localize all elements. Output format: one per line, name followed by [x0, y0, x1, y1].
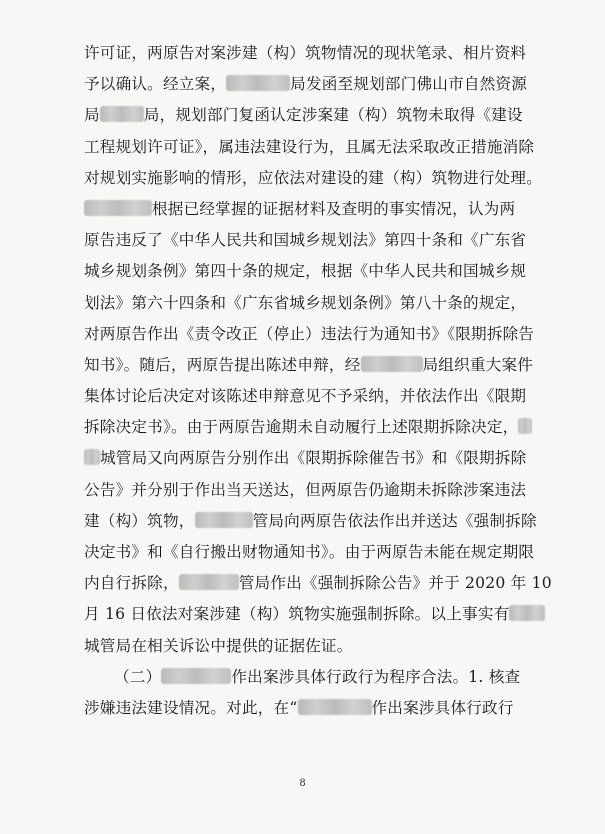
text-segment: 局	[84, 106, 100, 125]
redaction-blur	[84, 200, 152, 216]
text-line	[84, 506, 554, 537]
text-line	[84, 288, 554, 319]
text-segment: 月 16 日依法对案涉建（构）筑物实施强制拆除。以上事实有	[84, 605, 510, 624]
text-segment: 城管局又向两原告分别作出《限期拆除催告书》和《限期拆除	[100, 449, 527, 468]
redaction-blur	[518, 418, 532, 434]
text-segment: 划法》第六十四条和《广东省城乡规划条例》第八十条的规定，	[84, 293, 527, 312]
redaction-blur	[100, 106, 144, 122]
text-line	[84, 599, 554, 630]
text-segment: 局，规划部门复函认定涉案建（构）筑物未取得《建设	[143, 106, 523, 125]
redaction-blur	[84, 449, 100, 465]
redaction-blur	[298, 699, 372, 715]
text-segment: 予以确认。经立案，	[84, 75, 227, 94]
text-segment: 内自行拆除，	[84, 574, 179, 593]
text-line	[84, 475, 554, 506]
text-line	[84, 194, 554, 225]
text-segment: 根据已经掌握的证据材料及查明的事实情况，认为两	[152, 199, 516, 218]
text-segment: 涉嫌违法建设情况。对此，在“	[84, 698, 298, 717]
text-line	[84, 163, 554, 194]
text-line	[84, 69, 554, 100]
body-text	[84, 38, 554, 724]
text-segment: （二）	[114, 667, 162, 686]
text-segment: 管局作出《强制拆除公告》并于 2020 年 10	[238, 574, 552, 593]
text-segment: 管局向两原告依法作出并送达《强制拆除	[252, 511, 537, 530]
text-segment: 集体讨论后决定对该陈述申辩意见不予采纳，并依法作出《限期	[84, 387, 527, 406]
text-segment: 对规划实施影响的情形，应依法对建设的建（构）筑物进行处理。	[84, 168, 543, 187]
redaction-blur	[226, 75, 290, 91]
text-line	[84, 537, 554, 568]
text-line	[84, 568, 554, 599]
text-line	[84, 100, 554, 131]
text-segment: 原告违反了《中华人民共和国城乡规划法》第四十条和《广东省	[84, 231, 527, 250]
text-line	[84, 443, 554, 474]
text-segment: 工程规划许可证》，属违法建设行为，且属无法采取改正措施消除	[84, 137, 535, 156]
text-segment: 建（构）筑物，	[84, 511, 195, 530]
text-segment: 作出案涉具体行政行为程序合法。1. 核查	[231, 667, 521, 686]
text-line	[84, 631, 554, 662]
text-segment: 许可证，两原告对案涉建（构）筑物情况的现状笔录、相片资料	[84, 44, 527, 62]
text-line	[84, 350, 554, 381]
redaction-blur	[161, 668, 231, 684]
text-line	[84, 225, 554, 256]
text-line	[84, 38, 554, 69]
text-line	[84, 256, 554, 287]
text-segment: 公告》并分别于作出当天送达，但两原告仍逾期未拆除涉案违法	[84, 480, 527, 499]
text-segment: 决定书》和《自行搬出财物通知书》。由于两原告未能在规定期限	[84, 543, 535, 561]
text-line	[84, 662, 554, 693]
text-line	[84, 319, 554, 350]
redaction-blur	[195, 512, 253, 528]
text-segment: 局组织重大案件	[422, 355, 534, 374]
text-line	[84, 381, 554, 412]
page-number: 8	[299, 778, 306, 789]
text-segment: 局发函至规划部门佛山市自然资源	[290, 75, 528, 94]
text-line	[84, 132, 554, 163]
text-segment: 拆除决定书》。由于两原告逾期未自动履行上述限期拆除决定，	[84, 418, 519, 437]
text-line	[84, 412, 554, 443]
text-line	[84, 693, 554, 724]
redaction-blur	[361, 356, 423, 372]
text-segment: 知书》。随后，两原告提出陈述申辩，经	[84, 355, 361, 374]
text-segment: 对两原告作出《责令改正（停止）违法行为通知书》《限期拆除告	[84, 324, 535, 343]
redaction-blur	[179, 574, 239, 590]
text-segment: 城管局在相关诉讼中提供的证据佐证。	[84, 636, 353, 655]
text-segment: 城乡规划条例》第四十条的规定，根据《中华人民共和国城乡规	[84, 262, 527, 281]
text-segment: 作出案涉具体行政行	[371, 698, 514, 717]
redaction-blur	[509, 605, 545, 621]
